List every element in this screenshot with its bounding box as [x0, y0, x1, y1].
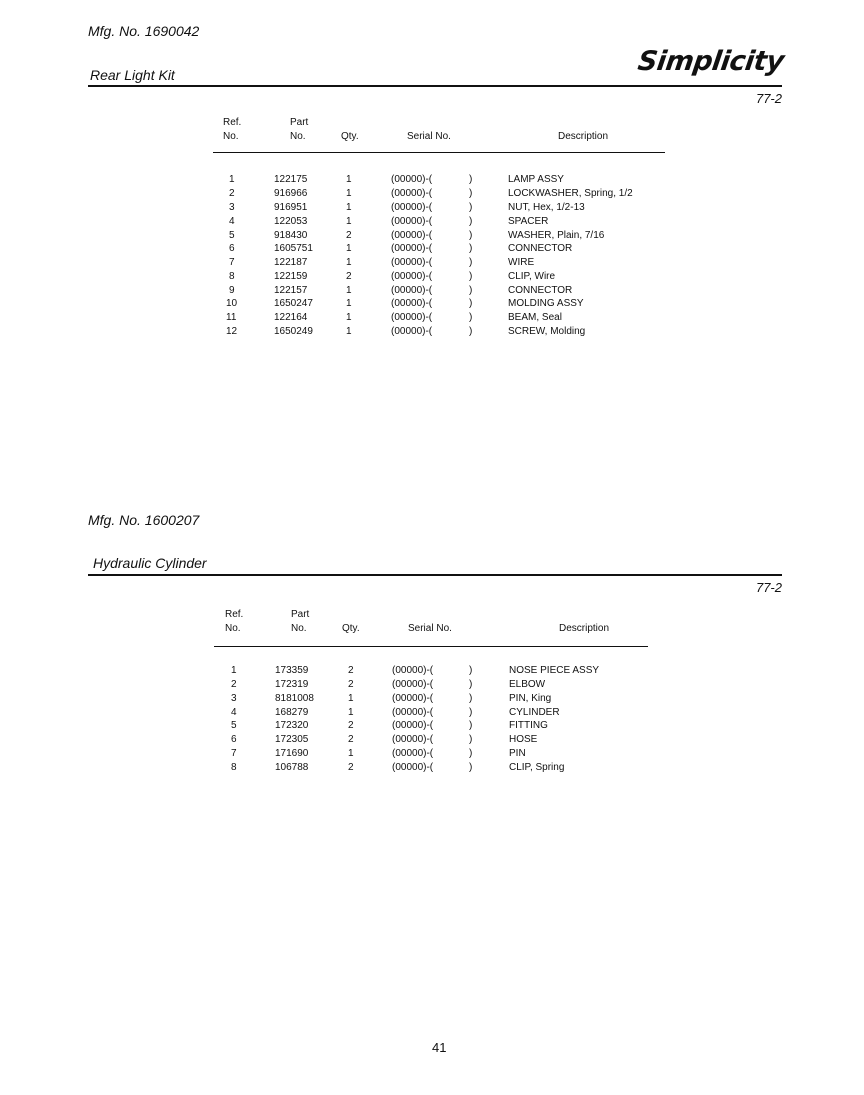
header-qty: Qty.: [342, 623, 360, 634]
table-row: 3 916951 1 (00000)-( ) NUT, Hex, 1/2-13: [229, 202, 585, 213]
page-ref: 77-2: [755, 580, 782, 595]
table-row: 2 172319 2 (00000)-( ) ELBOW: [231, 679, 546, 690]
table-row: 6 172305 2 (00000)-( ) HOSE: [231, 734, 538, 745]
table-row: 8 122159 2 (00000)-( ) CLIP, Wire: [229, 271, 556, 282]
table-row: 9 122157 1 (00000)-( ) CONNECTOR: [229, 285, 573, 296]
header-description: Description: [558, 131, 609, 142]
title-rule: [88, 574, 782, 576]
header-part: Part No.: [291, 609, 310, 634]
header-serial: Serial No.: [407, 131, 451, 142]
header-rule: [213, 152, 665, 153]
table-row: 12 1650249 1 (00000)-( ) SCREW, Molding: [226, 326, 586, 337]
brand-logo: Simplicity: [635, 46, 786, 77]
table-row: 8 106788 2 (00000)-( ) CLIP, Spring: [231, 762, 565, 773]
table-row: 3 8181008 1 (00000)-( ) PIN, King: [231, 693, 552, 704]
table-row: 4 168279 1 (00000)-( ) CYLINDER: [231, 707, 560, 718]
header-serial: Serial No.: [408, 623, 452, 634]
section-title: Hydraulic Cylinder: [93, 555, 207, 571]
header-qty: Qty.: [341, 131, 359, 142]
table-row: 6 1605751 1 (00000)-( ) CONNECTOR: [229, 243, 573, 254]
mfg-number: Mfg. No. 1690042: [88, 23, 200, 39]
section-title: Rear Light Kit: [90, 67, 175, 83]
header-part: Part No.: [290, 117, 309, 142]
table-row: 5 172320 2 (00000)-( ) FITTING: [231, 720, 548, 731]
table-row: 7 122187 1 (00000)-( ) WIRE: [229, 257, 535, 268]
table-row: 2 916966 1 (00000)-( ) LOCKWASHER, Spring, 1/2: [229, 188, 633, 199]
page-ref: 77-2: [755, 91, 782, 106]
table-row: 1 122175 1 (00000)-( ) LAMP ASSY: [229, 174, 564, 185]
page-number: 41: [432, 1040, 447, 1055]
header-description: Description: [559, 623, 610, 634]
title-rule: [88, 85, 782, 87]
mfg-number: Mfg. No. 1600207: [88, 512, 200, 528]
table-row: 1 173359 2 (00000)-( ) NOSE PIECE ASSY: [231, 665, 600, 676]
table-row: 7 171690 1 (00000)-( ) PIN: [231, 748, 526, 759]
table-row: 4 122053 1 (00000)-( ) SPACER: [229, 216, 549, 227]
table-row: 10 1650247 1 (00000)-( ) MOLDING ASSY: [226, 298, 584, 309]
table-row: 5 918430 2 (00000)-( ) WASHER, Plain, 7/16: [229, 230, 605, 241]
header-ref: Ref. No.: [223, 117, 242, 142]
header-ref: Ref. No.: [225, 609, 244, 634]
table-row: 11 122164 1 (00000)-( ) BEAM, Seal: [226, 312, 562, 323]
header-rule: [214, 646, 648, 647]
